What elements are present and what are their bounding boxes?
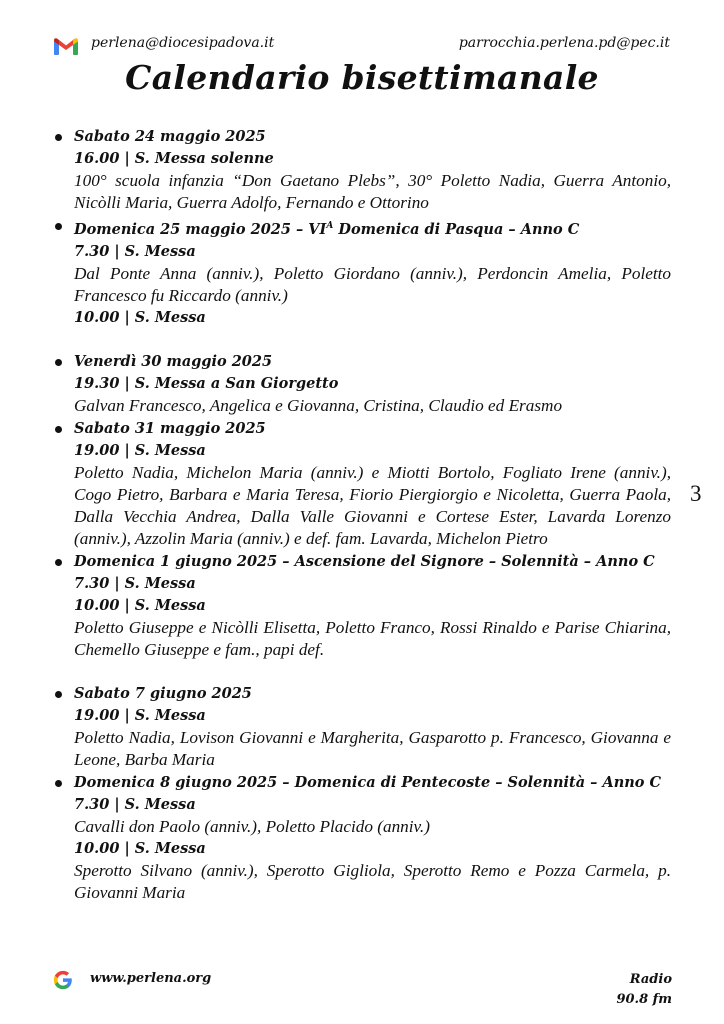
mass-intentions: Sperotto Silvano (anniv.), Sperotto Gigliola, Sperotto Remo e Pozza Carmela, p. Giovanni Maria: [74, 860, 671, 902]
mass-time: 16.00 | S. Messa solenne: [74, 150, 274, 167]
calendar-list: [54, 126, 671, 905]
mass-time: 19.30 | S. Messa a San Giorgetto: [74, 374, 339, 392]
list-item: [54, 418, 671, 550]
mass-intentions: Poletto Nadia, Michelon Maria (anniv.) e Miotti Bortolo, Fogliato Irene (anniv.), Cogo Pietro, Barbara e Maria Teresa, Fiorio Piergiorgio e Nicoletta, Guerra Paola, Dalla Vecchia Andrea, Dalla Valle Giovanni e Cortese Ester, Lavarda Lorenzo (anniv.), Azzolin Maria (anniv.) e def. fam. Lavarda, Michelon Pietro: [74, 462, 671, 548]
mass-intentions: 100° scuola infanzia “Don Gaetano Plebs”, 30° Poletto Nadia, Guerra Antonio, Nicòlli Maria, Guerra Adolfo, Fernando e Ottorino: [74, 171, 671, 212]
bullet-icon: [55, 359, 62, 366]
list-item: [54, 351, 671, 417]
bullet-icon: [55, 426, 62, 433]
event-date-part: Domenica di Pasqua – Anno C: [333, 220, 580, 238]
mass-intentions: Dal Ponte Anna (anniv.), Poletto Giordano (anniv.), Perdoncin Amelia, Poletto Francesco fu Riccardo (anniv.): [74, 263, 671, 305]
gmail-icon: [53, 36, 79, 56]
mass-time: 10.00 | S. Messa: [74, 839, 206, 857]
event-date-superscript: A: [326, 221, 334, 231]
event-date-part: Domenica 25 maggio 2025 – VI: [74, 220, 327, 238]
radio-label: Radio: [629, 972, 672, 987]
bullet-icon: [55, 134, 62, 141]
event-date: Domenica 8 giugno 2025 – Domenica di Pentecoste – Solennità – Anno C: [74, 773, 662, 791]
event-date: Sabato 24 maggio 2025: [74, 128, 266, 145]
mass-intentions: Galvan Francesco, Angelica e Giovanna, Cristina, Claudio ed Erasmo: [74, 395, 563, 415]
header-email-left[interactable]: perlena@diocesipadova.it: [91, 35, 275, 51]
list-item: [54, 551, 671, 661]
mass-time: 19.00 | S. Messa: [74, 706, 206, 724]
list-item: [54, 126, 671, 214]
list-item: [54, 215, 671, 329]
event-date: Sabato 7 giugno 2025: [74, 684, 252, 702]
page-number: 3: [690, 481, 702, 506]
calendar-group: [54, 126, 671, 329]
mass-time: 7.30 | S. Messa: [74, 795, 196, 813]
radio-frequency-value: 90.8 fm: [616, 992, 672, 1007]
event-date: [74, 215, 671, 241]
mass-intentions: Cavalli don Paolo (anniv.), Poletto Placido (anniv.): [74, 816, 430, 836]
bullet-icon: [55, 559, 62, 566]
bullet-icon: [55, 223, 62, 230]
radio-frequency: [612, 970, 672, 1010]
website-link[interactable]: www.perlena.org: [90, 971, 212, 986]
calendar-group: [54, 351, 671, 661]
event-date: Domenica 1 giugno 2025 – Ascensione del Signore – Solennità – Anno C: [74, 552, 655, 570]
google-icon: [52, 969, 74, 991]
mass-intentions: Poletto Nadia, Lovison Giovanni e Margherita, Gasparotto p. Francesco, Giovanna e Leone, Barba Maria: [74, 727, 671, 769]
mass-intentions: Poletto Giuseppe e Nicòlli Elisetta, Poletto Franco, Rossi Rinaldo e Parise Chiarina, Chemello Giuseppe e fam., papi def.: [74, 617, 671, 659]
list-item: [54, 772, 671, 904]
event-date: Venerdì 30 maggio 2025: [74, 352, 273, 370]
page-title: Calendario bisettimanale: [125, 58, 599, 97]
mass-time: 10.00 | S. Messa: [74, 596, 206, 614]
mass-time: 19.00 | S. Messa: [74, 441, 206, 459]
mass-time: 10.00 | S. Messa: [74, 308, 206, 326]
list-item: [54, 683, 671, 771]
mass-time: 7.30 | S. Messa: [74, 242, 196, 260]
bullet-icon: [55, 780, 62, 787]
event-date: Sabato 31 maggio 2025: [74, 419, 266, 437]
calendar-group: [54, 683, 671, 904]
mass-time: 7.30 | S. Messa: [74, 574, 196, 592]
bullet-icon: [55, 691, 62, 698]
header-email-right[interactable]: parrocchia.perlena.pd@pec.it: [458, 35, 670, 51]
